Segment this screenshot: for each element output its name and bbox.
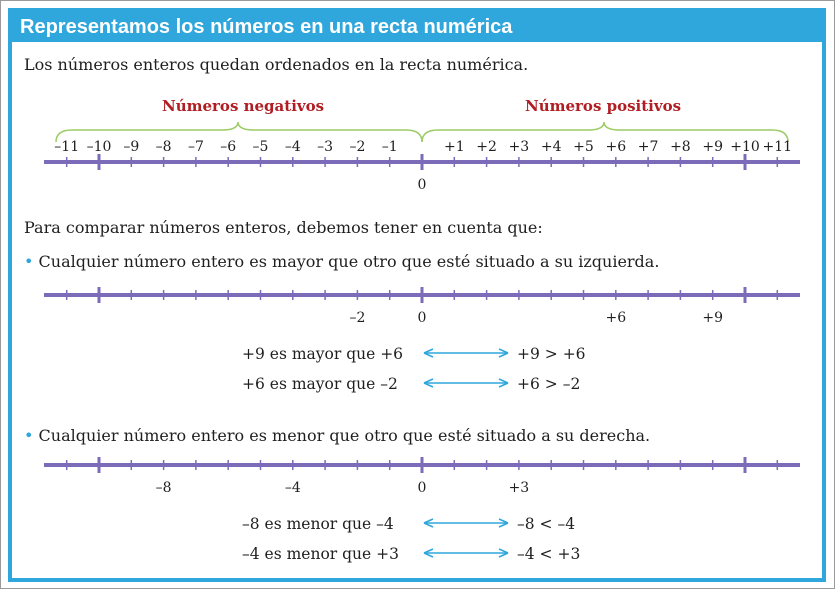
tick-label: +11 (762, 139, 793, 155)
rule2-example1-text: –8 es menor que –4 (242, 515, 394, 533)
tick-label: 0 (417, 480, 427, 496)
double-arrow-icon (424, 519, 508, 527)
tick-label: +6 (605, 139, 627, 155)
page-title: Representamos los números en una recta numérica (12, 12, 822, 42)
tick-label: +7 (637, 139, 659, 155)
positive-group-label: Números positivos (525, 97, 682, 115)
tick-label: +8 (670, 139, 691, 155)
tick-label: +9 (702, 139, 724, 155)
tick-label: +3 (508, 139, 530, 155)
rule1-example2-symbolic: +6 > –2 (517, 375, 581, 393)
double-arrow-icon (424, 379, 508, 387)
tick-label: –4 (284, 139, 301, 155)
negative-group-label: Números negativos (162, 97, 325, 115)
tick-label: +10 (730, 139, 760, 155)
bullet-icon: • (24, 252, 34, 271)
tick-label: +6 (605, 310, 627, 326)
tick-label: +3 (508, 480, 530, 496)
rule1-example1-text: +9 es mayor que +6 (242, 345, 404, 363)
tick-label: –9 (123, 139, 140, 155)
tick-label: –3 (317, 139, 334, 155)
tick-label: –8 (155, 480, 172, 496)
rule2-example2-text: –4 es menor que +3 (242, 545, 399, 563)
rule1-example1-symbolic: +9 > +6 (517, 345, 586, 363)
content-frame (8, 8, 826, 582)
tick-label: –10 (86, 139, 112, 155)
tick-label: –7 (187, 139, 204, 155)
tick-label: –6 (220, 139, 237, 155)
bullet-icon: • (24, 426, 34, 445)
rule1-text: Cualquier número entero es mayor que otro que esté situado a su izquierda. (38, 252, 660, 271)
rule2-example2-symbolic: –4 < +3 (517, 545, 581, 563)
tick-label: +4 (540, 139, 562, 155)
rule1-example2-text: +6 es mayor que –2 (242, 375, 398, 393)
tick-label: –5 (252, 139, 269, 155)
tick-label: +9 (702, 310, 724, 326)
tick-label: –2 (349, 139, 366, 155)
tick-label: –11 (54, 139, 80, 155)
tick-label: –2 (349, 310, 366, 326)
tick-label: –4 (284, 480, 301, 496)
zero-label: 0 (417, 177, 427, 193)
tick-label: +1 (443, 139, 465, 155)
tick-label: –8 (155, 139, 172, 155)
tick-label: +5 (573, 139, 594, 155)
double-arrow-icon (424, 549, 508, 557)
compare-intro-text: Para comparar números enteros, debemos tener en cuenta que: (24, 218, 543, 237)
number-lines-drawing (12, 12, 822, 578)
rule2-text: Cualquier número entero es menor que otro que esté situado a su derecha. (38, 426, 651, 445)
tick-label: +2 (476, 139, 497, 155)
intro-text: Los números enteros quedan ordenados en la recta numérica. (24, 55, 529, 74)
rule2-example1-symbolic: –8 < –4 (517, 515, 576, 533)
tick-label: –1 (381, 139, 398, 155)
double-arrow-icon (424, 349, 508, 357)
tick-label: 0 (417, 310, 427, 326)
